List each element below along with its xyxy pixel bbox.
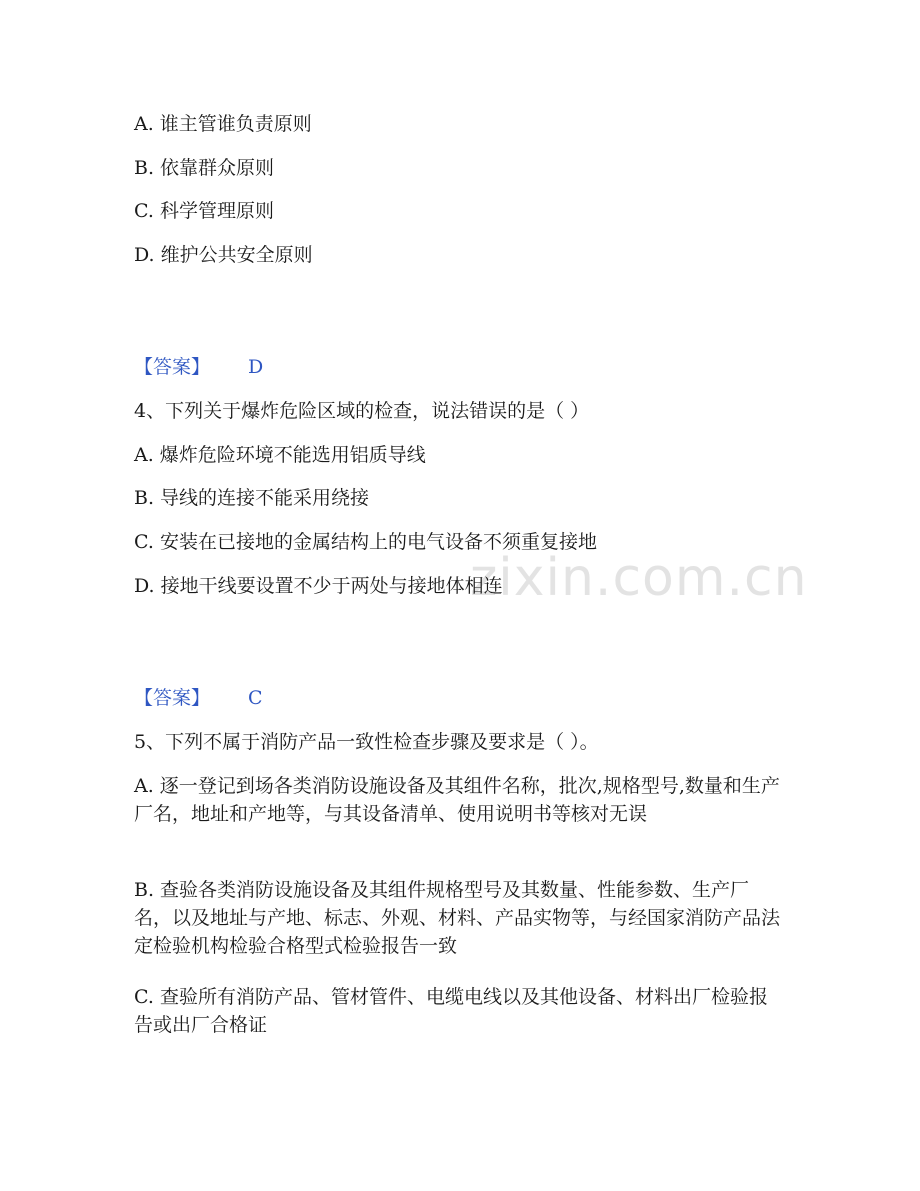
q4-option-b: B. 导线的连接不能采用绕接 [134, 487, 370, 509]
q4-option-c: C. 安装在已接地的金属结构上的电气设备不须重复接地 [134, 531, 597, 553]
q3-option-b: B. 依靠群众原则 [134, 157, 275, 179]
answer-label: 【答案】 [134, 687, 211, 709]
q3-answer [134, 352, 784, 382]
q5-option-a: A. 逐一登记到场各类消防设施设备及其组件名称，批次,规格型号,数量和生产厂名，地址和产地等，与其设备清单、使用说明书等核对无误 [134, 775, 780, 825]
answer-value: C [248, 687, 263, 709]
q4-stem: 4、下列关于爆炸危险区域的检查，说法错误的是（ ） [134, 400, 590, 422]
q3-option-a: A. 谁主管谁负责原则 [134, 113, 312, 135]
q3-option-c: C. 科学管理原则 [134, 200, 274, 222]
answer-label: 【答案】 [134, 356, 211, 378]
q4-option-d: D. 接地干线要设置不少于两处与接地体相连 [134, 575, 503, 597]
answer-value: D [248, 356, 264, 378]
q4-option-a: A. 爆炸危险环境不能选用铝质导线 [134, 444, 426, 466]
watermark: zixin.com.cn [470, 548, 808, 608]
q4-answer [134, 683, 784, 713]
q5-stem: 5、下列不属于消防产品一致性检查步骤及要求是（ ）。 [134, 731, 599, 753]
q5-option-b: B. 查验各类消防设施设备及其组件规格型号及其数量、性能参数、生产厂名，以及地址与产地、标志、外观、材料、产品实物等，与经国家消防产品法定检验机构检验合格型式检验报告一致 [134, 879, 781, 957]
q3-option-d: D. 维护公共安全原则 [134, 244, 313, 266]
q5-option-c: C. 查验所有消防产品、管材管件、电缆电线以及其他设备、材料出厂检验报告或出厂合格证 [134, 986, 768, 1036]
